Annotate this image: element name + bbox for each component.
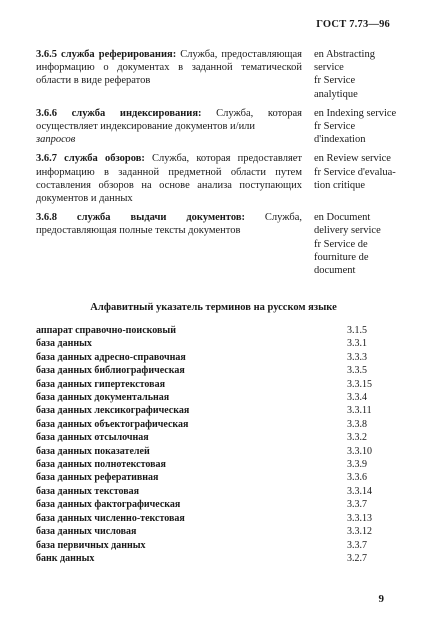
index-row: [36, 391, 402, 404]
index-row: [36, 418, 402, 431]
index-row: [36, 404, 402, 417]
definition-entry: [36, 107, 406, 147]
index-term: база данных фактографическая: [36, 499, 181, 511]
index-ref: 3.2.7: [347, 552, 367, 564]
foreign-term: en Document: [314, 212, 371, 224]
page-header: ГОСТ 7.73—96: [316, 19, 390, 30]
index-ref: 3.3.1: [347, 338, 367, 350]
index-ref: 3.3.10: [347, 445, 372, 457]
index-row: [36, 324, 402, 337]
foreign-term: analytique: [314, 88, 358, 100]
index-row: [36, 431, 402, 444]
foreign-equivalents: [314, 107, 406, 147]
definition-entry: [36, 48, 406, 101]
foreign-term: fr Service: [314, 75, 356, 87]
entry-definition: Служба, предоставляющая полные тексты документов: [36, 212, 302, 237]
foreign-term: en Abstracting: [314, 49, 375, 60]
definition-entries: [36, 48, 406, 283]
index-ref: 3.3.6: [347, 472, 367, 484]
index-term: база данных документальная: [36, 392, 170, 404]
index-ref: 3.1.5: [347, 325, 367, 336]
term-index-list: [36, 324, 402, 565]
foreign-term: fr Service de: [314, 238, 368, 250]
index-ref: 3.3.11: [347, 405, 372, 417]
index-ref: 3.3.4: [347, 392, 367, 404]
entry-definition: Служба, которая предоставляет информацию в заданной предметной области путем составления обзоров на основе анализа поступающих документов и данных: [36, 153, 303, 205]
foreign-equivalents: [314, 211, 406, 277]
index-term: база данных адресно-справочная: [36, 351, 186, 363]
index-row: [36, 471, 402, 484]
index-term: база данных показателей: [36, 445, 150, 457]
index-ref: 3.3.2: [347, 432, 367, 444]
foreign-equivalents: [314, 48, 406, 101]
foreign-term: fr Service d'evalua-: [314, 166, 396, 178]
index-ref: 3.3.8: [347, 418, 367, 430]
foreign-term: en Indexing service: [314, 107, 397, 119]
foreign-term: en Review service: [314, 153, 391, 165]
index-row: [36, 539, 402, 552]
definition-text: [36, 211, 302, 277]
index-term: база данных числовая: [36, 526, 137, 538]
index-row: [36, 485, 402, 498]
index-term: аппарат справочно-поисковый: [36, 325, 176, 336]
definition-text: [36, 107, 302, 147]
index-term: база данных гипертекстовая: [36, 378, 165, 390]
index-term: база данных объектографическая: [36, 418, 189, 430]
index-ref: 3.3.15: [347, 378, 372, 390]
index-ref: 3.3.7: [347, 499, 367, 511]
foreign-term: fourniture de: [314, 251, 369, 263]
index-row: [36, 498, 402, 511]
foreign-term: document: [314, 265, 356, 277]
entry-term: служба обзоров:: [64, 153, 145, 165]
index-row: [36, 337, 402, 350]
entry-term: служба выдачи документов:: [76, 212, 245, 224]
foreign-term: delivery service: [314, 225, 381, 237]
index-term: база данных текстовая: [36, 485, 140, 497]
entry-definition-tail: запросов: [36, 134, 76, 146]
foreign-term: tion critique: [314, 179, 366, 191]
index-ref: 3.3.12: [347, 526, 372, 538]
page-number: 9: [378, 593, 384, 605]
definition-text: [36, 152, 302, 205]
index-term: база данных библиографическая: [36, 365, 185, 377]
foreign-term: service: [314, 62, 344, 74]
definition-entry: [36, 211, 406, 277]
index-term: база данных численно-текстовая: [36, 512, 185, 524]
foreign-term: fr Service: [314, 121, 356, 133]
foreign-equivalents: [314, 152, 406, 205]
entry-number: 3.6.5: [36, 49, 57, 60]
index-row: [36, 525, 402, 538]
index-row: [36, 378, 402, 391]
index-row: [36, 364, 402, 377]
index-ref: 3.3.7: [347, 539, 367, 551]
foreign-term: d'indexation: [314, 134, 366, 146]
entry-term: служба реферирования:: [61, 49, 177, 60]
entry-term: служба индексирования:: [71, 107, 202, 119]
entry-number: 3.6.8: [36, 212, 57, 224]
index-ref: 3.3.3: [347, 351, 367, 363]
index-row: [36, 458, 402, 471]
index-row: [36, 351, 402, 364]
index-ref: 3.3.14: [347, 485, 372, 497]
index-title: Алфавитный указатель терминов на русском языке: [90, 302, 337, 313]
entry-number: 3.6.6: [36, 107, 57, 119]
index-term: база первичных данных: [36, 539, 146, 551]
index-row: [36, 445, 402, 458]
index-term: база данных: [36, 338, 92, 350]
entry-definition: Служба, которая осуществляет индексирование документов и/или: [36, 107, 303, 133]
definition-entry: [36, 152, 406, 205]
index-row: [36, 512, 402, 525]
entry-number: 3.6.7: [36, 153, 57, 165]
index-term: база данных реферативная: [36, 472, 159, 484]
index-ref: 3.3.13: [347, 512, 372, 524]
entry-definition: Служба, предоставляющая информацию о документах в заданной тематической области в виде рефератов: [36, 49, 302, 87]
index-row: [36, 552, 402, 565]
index-term: банк данных: [36, 552, 95, 564]
index-ref: 3.3.5: [347, 365, 367, 377]
index-term: база данных лексикографическая: [36, 405, 190, 417]
index-ref: 3.3.9: [347, 459, 367, 471]
index-term: база данных отсылочная: [36, 432, 149, 444]
index-term: база данных полнотекстовая: [36, 459, 166, 471]
definition-text: [36, 48, 302, 101]
